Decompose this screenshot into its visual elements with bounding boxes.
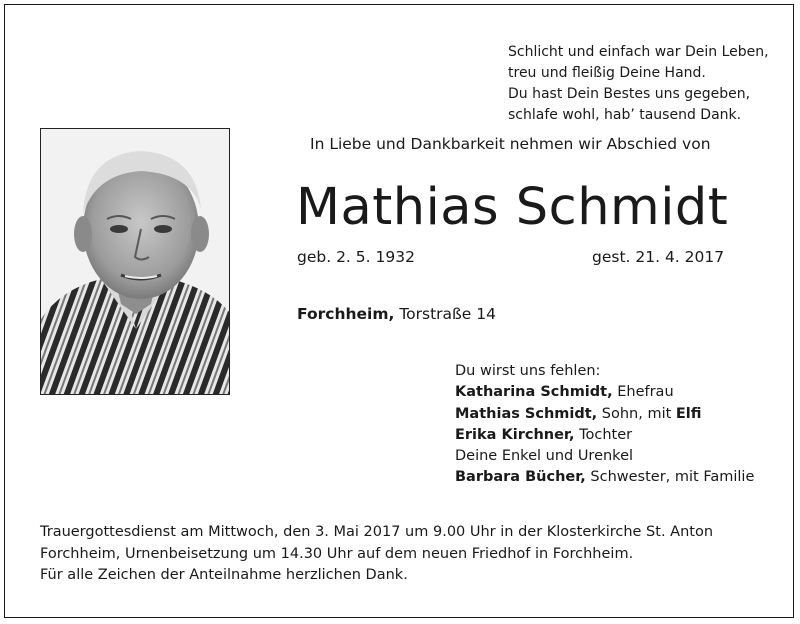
mourners-heading: Du wirst uns fehlen: [455,363,601,379]
address [297,305,496,323]
poem [508,42,769,126]
mourner-name: Katharina Schmidt, [455,384,613,401]
mourner-extra: Elfi [675,405,702,422]
address-street: Torstraße 14 [399,305,496,323]
mourner-relation: Ehefrau [617,384,674,401]
mourner-name: Erika Kirchner, [455,426,575,443]
mourner-relation: Schwester, mit Familie [590,469,755,486]
service-info [40,522,713,587]
portrait-photo [40,128,230,395]
service-line: Trauergottesdienst am Mittwoch, den 3. Mai 2017 um 9.00 Uhr in der Klosterkirche St. Anton [40,524,714,540]
mourner-relation: Deine Enkel und Urenkel [455,448,634,465]
deceased-name: Mathias Schmidt [296,178,729,237]
service-line: Forchheim, Urnenbeisetzung um 14.30 Uhr auf dem neuen Friedhof in Forchheim. [40,545,634,562]
poem-line: treu und fleißig Deine Hand. [508,65,706,81]
death-date: gest. 21. 4. 2017 [592,248,725,266]
intro-text: In Liebe und Dankbarkeit nehmen wir Abschied von [310,135,711,153]
mourner-relation: Tochter [579,426,633,443]
service-line: Für alle Zeichen der Anteilnahme herzlichen Dank. [40,567,408,583]
mourner-relation: Sohn, mit [601,405,672,422]
poem-line: schlafe wohl, hab’ tausend Dank. [508,107,742,123]
mourner-entry [455,446,754,467]
mourner-entry [455,467,754,488]
poem-line: Schlicht und einfach war Dein Leben, [508,44,769,60]
birth-date: geb. 2. 5. 1932 [297,248,415,266]
poem-line: Du hast Dein Bestes uns gegeben, [508,86,751,102]
mourner-entry [455,404,754,425]
mourner-entry [455,382,754,403]
mourner-entry [455,425,754,446]
mourners-list [455,361,754,489]
address-town: Forchheim, [297,305,395,323]
mourner-name: Mathias Schmidt, [455,405,598,422]
mourner-name: Barbara Bücher, [455,469,586,486]
